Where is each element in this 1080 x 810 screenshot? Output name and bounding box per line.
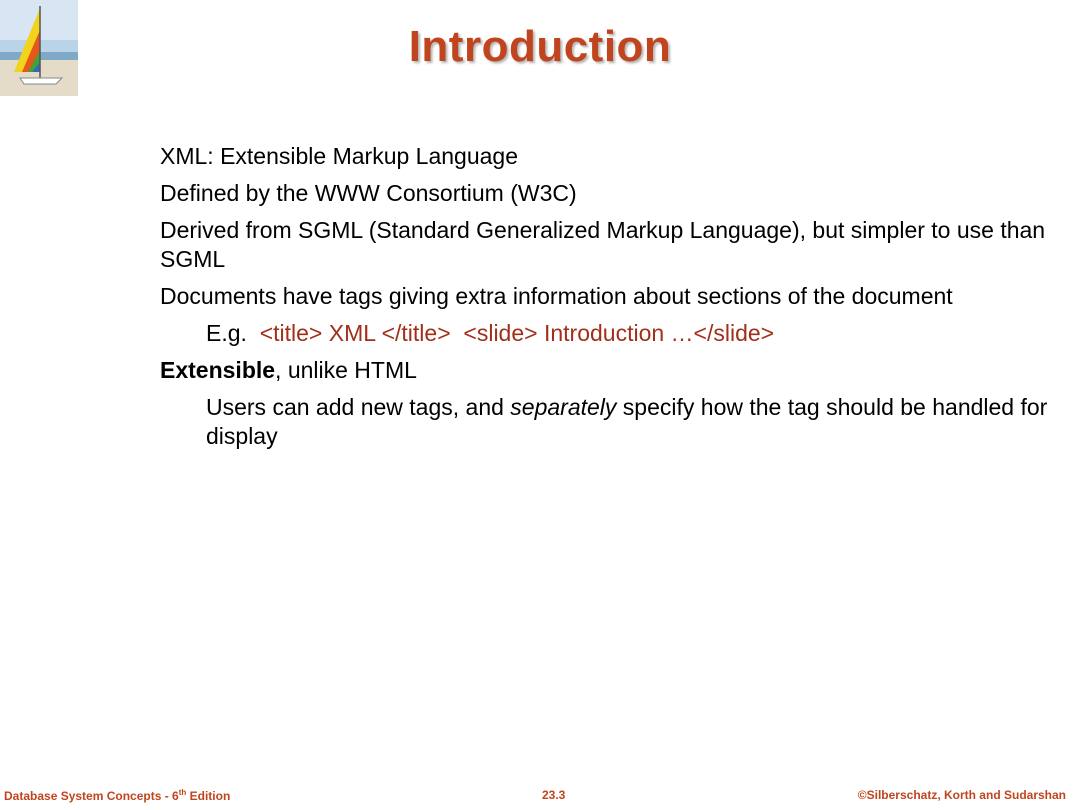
bullet-xml: XML: Extensible Markup Language (160, 143, 518, 169)
footer-book-a: Database System Concepts - 6 (4, 789, 179, 803)
footer-copyright: ©Silberschatz, Korth and Sudarshan (857, 788, 1066, 802)
users-text-em: separately (510, 394, 617, 420)
footer-book-sup: th (178, 788, 187, 797)
users-text-a: Users can add new tags, and (206, 394, 511, 420)
footer-book-title (4, 788, 230, 803)
footer-book-b: Edition (186, 789, 231, 803)
bullet-extensible (160, 356, 1060, 385)
footer-page-number: 23.3 (542, 788, 566, 802)
example-prefix: E.g. (206, 320, 260, 346)
slide-content (160, 142, 1060, 459)
bullet-sgml: Derived from SGML (Standard Generalized Markup Language), but simpler to use than SGML (160, 217, 1046, 272)
extensible-bold: Extensible (160, 357, 276, 383)
extensible-rest: , unlike HTML (275, 357, 417, 383)
slide-title: Introduction (408, 22, 672, 71)
example-code: <title> XML </title> <slide> Introduction …</slide> (259, 320, 775, 346)
slide-footer (0, 788, 1080, 804)
bullet-w3c: Defined by the WWW Consortium (W3C) (160, 180, 577, 206)
bullet-example (160, 319, 1060, 348)
users-text-b: specify how the tag should be handled for display (206, 394, 1048, 449)
bullet-users (160, 393, 1060, 451)
bullet-tags: Documents have tags giving extra information about sections of the document (160, 283, 953, 309)
